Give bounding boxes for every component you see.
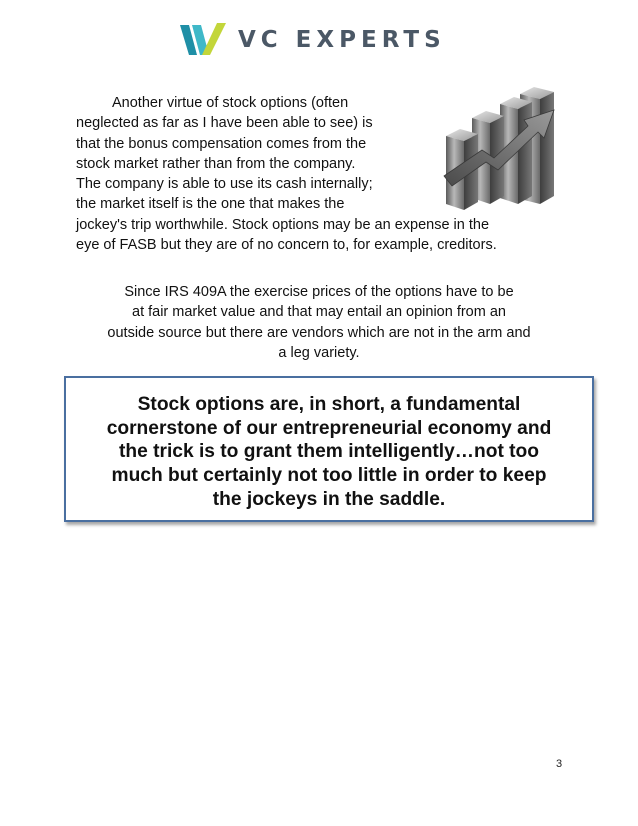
text-line: the market itself is the one that makes the <box>76 196 345 213</box>
text-line: Since IRS 409A the exercise prices of the options have to be <box>124 284 514 300</box>
callout-line: cornerstone of our entrepreneurial economy and <box>106 417 552 439</box>
callout-line: much but certainly not too little in order to keep <box>111 465 547 487</box>
text-line: outside source but there are vendors which are not in the arm and <box>107 324 531 341</box>
logo-text: VC EXPERTS <box>238 27 446 53</box>
text-line: The company is able to use its cash internally; <box>76 176 373 193</box>
text-line: jockey's trip worthwhile. Stock options may be an expense in the <box>76 216 490 233</box>
callout-line: Stock options are, in short, a fundamental <box>137 394 521 415</box>
callout-text <box>66 393 592 512</box>
text-line: eye of FASB but they are of no concern to, for example, creditors. <box>76 237 497 254</box>
vc-experts-logo <box>180 22 446 58</box>
text-line: at fair market value and that may entail an opinion from an <box>132 304 506 321</box>
body-paragraph-2 <box>70 282 568 363</box>
callout-box <box>64 376 594 522</box>
text-line: Another virtue of stock options (often <box>112 95 349 111</box>
text-line: that the bonus compensation comes from the <box>76 135 367 152</box>
callout-line: the trick is to grant them intelligently…not too <box>118 441 539 463</box>
text-line: stock market rather than from the company. <box>76 155 356 172</box>
page-number: 3 <box>556 758 563 770</box>
vc-experts-logo-icon <box>180 23 226 57</box>
bar-chart-with-upward-arrow-icon <box>442 84 564 212</box>
callout-line: the jockeys in the saddle. <box>212 488 446 510</box>
text-line: a leg variety. <box>278 344 360 361</box>
text-line: neglected as far as I have been able to see) is <box>76 115 373 132</box>
